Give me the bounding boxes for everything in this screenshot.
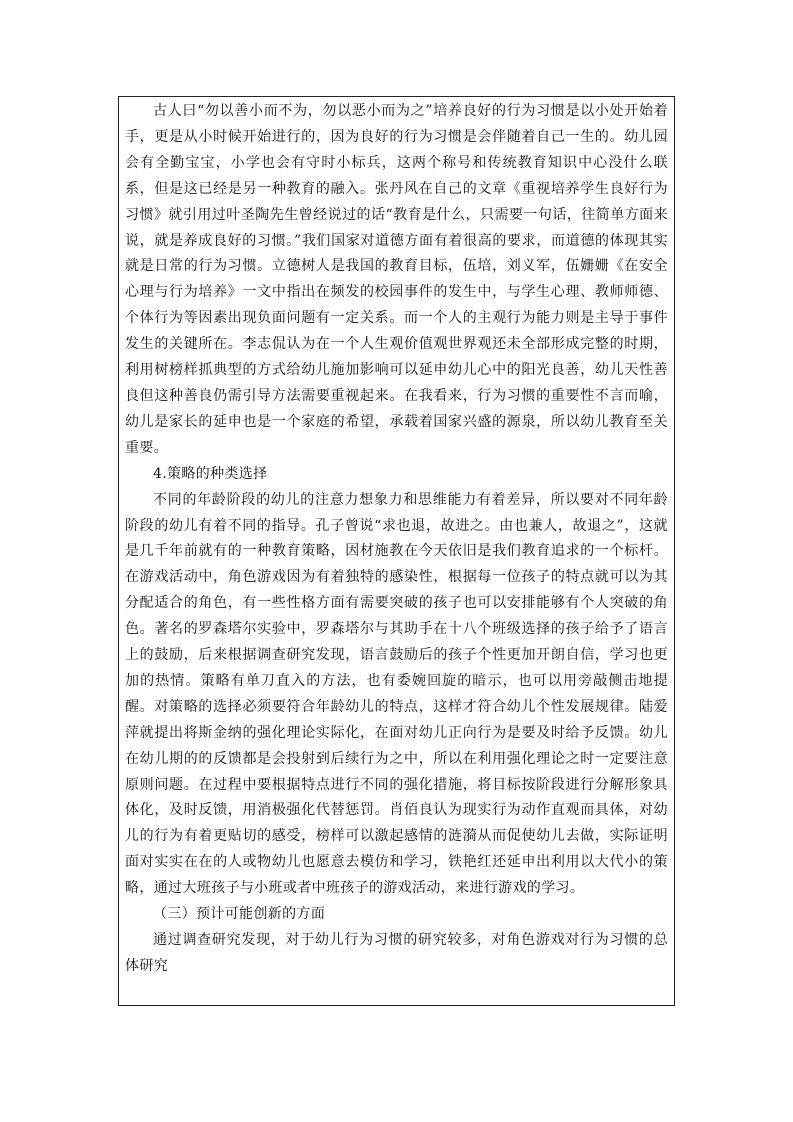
paragraph-strategy-selection: 不同的年龄阶段的幼儿的注意力想象力和思维能力有着差异，所以要对不同年龄阶段的幼儿有着不同的指导。孔子曾说“求也退，故进之。由也兼人，故退之”，这就是几千年前就有的一种教育策略，因材施教在今天依旧是我们教育追求的一个标杆。在游戏活动中，角色游戏因为有着独特的感染性，根据每一位孩子的特点就可以为其分配适合的角色，有一些性格方面有需要突破的孩子也可以安排能够有个人突破的角色。著名的罗森塔尔实验中，罗森塔尔与其助手在十八个班级选择的孩子给予了语言上的鼓励，后来根据调查研究发现，语言鼓励后的孩子个性更加开朗自信，学习也更加的热情。策略有单刀直入的方法，也有委婉回旋的暗示，也可以用旁敲侧击地提醒。对策略的选择必须要符合年龄幼儿的特点，这样才符合幼儿个性发展规律。陆爱萍就提出将斯金纳的强化理论实际化，在面对幼儿正向行为是要及时给予反馈。幼儿在幼儿期的的反馈都是会投射到后续行为之中，所以在利用强化理论之时一定要注意原则问题。在过程中要根据特点进行不同的强化措施，将目标按阶段进行分解形象具体化，及时反馈，用消极强化代替惩罚。肖佰良认为现实行为动作直观而具体，对幼儿的行为有着更贴切的感受，榜样可以激起感情的涟漪从而促使幼儿去做，实际证明面对实实在在的人或物幼儿也愿意去模仿和学习，铁艳红还延申出利用以大代小的策略，通过大班孩子与小班或者中班孩子的游戏活动，来进行游戏的学习。 — [125, 491, 668, 897]
heading-expected-innovation: （三）预计可能创新的方面 — [153, 906, 326, 923]
heading-strategy-types: 4.策略的种类选择 — [153, 465, 268, 482]
paragraph-innovation-start: 通过调查研究发现，对于幼儿行为习惯的研究较多，对角色游戏对行为习惯的总体研究 — [125, 932, 668, 974]
table-cell-frame — [118, 96, 675, 1006]
cell-content — [119, 97, 674, 980]
paragraph-literature-habits: 古人曰“勿以善小而不为，勿以恶小而为之”培养良好的行为习惯是以小处开始着手，更是从小时候开始进行的，因为良好的行为习惯是会伴随着自己一生的。幼儿园会有全勤宝宝，小学也会有守时小标兵，这两个称号和传统教育知识中心没什么联系，但是这已经是另一种教育的融入。张丹风在自己的文章《重视培养学生良好行为习惯》就引用过叶圣陶先生曾经说过的话“教育是什么，只需要一句话，往简单方面来说，就是养成良好的习惯。”我们国家对道德方面有着很高的要求，而道德的体现其实就是日常的行为习惯。立德树人是我国的教育目标，伍培，刘义军，伍姗姗《在安全心理与行为培养》一文中指出在频发的校园事件的发生中，与学生心理、教师师德、个体行为等因素出现负面问题有一定关系。而一个人的主观行为能力则是主导于事件发生的关键所在。李志侃认为在一个人生观价值观世界观还未全部形成完整的时期，利用树榜样抓典型的方式给幼儿施加影响可以延申幼儿心中的阳光良善，幼儿天性善良但这种善良仍需引导方法需要重视起来。在我看来，行为习惯的重要性不言而喻，幼儿是家长的延申也是一个家庭的希望，承载着国家兴盛的源泉，所以幼儿教育至关重要。 — [125, 103, 668, 456]
